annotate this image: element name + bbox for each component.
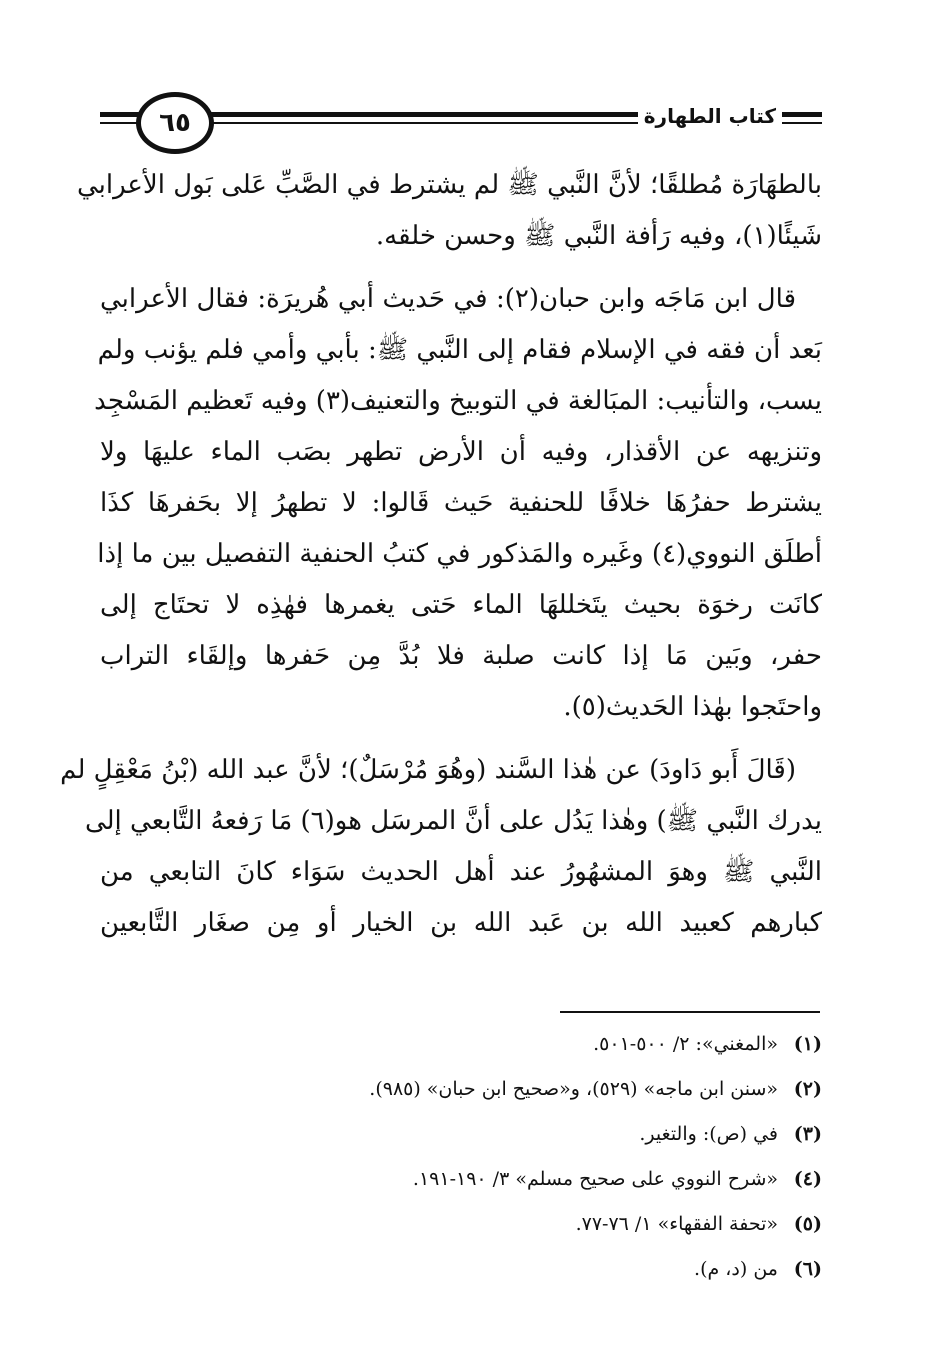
footnote-number: (٢)	[793, 1078, 822, 1100]
text-line: كانَت رخوَة بحيث يتَخللهَا الماء حَتى يغمرها فهٰذِه لا تحتَاج إلى	[100, 590, 822, 620]
footnote-item	[122, 1022, 822, 1067]
footnote-number: (١)	[793, 1033, 822, 1055]
text-line: يسب، والتأنيب: المبَالغة في التوبيخ والتعنيف(٣) وفيه تَعظيم المَسْجِد	[94, 386, 822, 416]
text-line: قال ابن مَاجَه وابن حبان(٢): في حَديث أبي هُريرَة: فقال الأعرابي	[100, 284, 796, 314]
running-title: كتاب الطهارة	[638, 102, 782, 130]
footnote-item	[122, 1247, 822, 1292]
page-number: ٦٥	[136, 92, 214, 154]
footnote-number: (٣)	[793, 1123, 822, 1145]
footnote-separator	[560, 1011, 820, 1013]
footnote-number: (٤)	[793, 1168, 822, 1190]
footnote-item	[122, 1202, 822, 1247]
footnote-item	[122, 1157, 822, 1202]
text-line: واحتَجوا بهٰذا الحَديث(٥).	[563, 692, 822, 722]
text-line: (قَالَ أَبو دَاودَ) عن هٰذا السَّند (وهُوَ مُرْسَلٌ)؛ لأنَّ عبد الله (بْنُ مَعْقِلٍ لم	[60, 755, 796, 785]
footnote-number: (٦)	[793, 1258, 822, 1280]
text-line: شَيئًا(١)، وفيه رَأفة النَّبي ﷺ وحسن خلقه.	[375, 221, 822, 251]
text-line: أطلَق النووي(٤) وغَيره والمَذكور في كتبُ الحنفية التفصيل بين ما إذا	[97, 539, 822, 569]
footnotes	[122, 1022, 822, 1292]
text-line: بَعد أن فقه في الإسلام فقام إلى النَّبي ﷺ: بأبي وأمي فلم يؤنب ولم	[97, 335, 822, 365]
text-line: كبارهم كعبيد الله بن عَبد الله بن الخيار أو مِن صغَار التَّابعين	[100, 908, 822, 938]
text-line: حفر، وبَين مَا إذا كانت صلبة فلا بُدَّ مِن حَفرها وإلقَاء التراب	[100, 641, 822, 671]
text-line: وتنزيهه عن الأقذار، وفيه أن الأرض تطهر بصَب الماء عليهَا ولا	[100, 437, 822, 467]
footnote-number: (٥)	[793, 1213, 822, 1235]
footnote-item	[122, 1067, 822, 1112]
footnote-text: في (ص): والتغير.	[639, 1123, 778, 1145]
paragraph-3	[60, 745, 822, 949]
paragraph-1	[76, 160, 822, 262]
text-line: بالطهَارَة مُطلقًا؛ لأنَّ النَّبي ﷺ لم يشترط في الصَّبِّ عَلى بَول الأعرابي	[76, 170, 822, 200]
footnote-text: من (د، م).	[694, 1258, 778, 1280]
footnote-text: «تحفة الفقهاء» ١/ ٧٦-٧٧.	[575, 1213, 778, 1235]
footnote-text: «المغني»: ٢/ ٥٠٠-٥٠١.	[593, 1033, 778, 1055]
main-text	[60, 160, 822, 949]
footnote-text: «سنن ابن ماجه» (٥٢٩)، و«صحيح ابن حبان» (٩٨٥).	[369, 1078, 778, 1100]
page-header	[100, 92, 822, 156]
text-line: يدرك النَّبي ﷺ) وهٰذا يَدُل على أنَّ المرسَل هو(٦) مَا رَفعهُ التَّابعي إلى	[84, 806, 822, 836]
text-line: يشترط حفرُهَا خلافًا للحنفية حَيث قَالوا: لا تطهرُ إلا بحَفرهَا كذَا	[100, 488, 822, 518]
footnote-text: «شرح النووي على صحيح مسلم» ٣/ ١٩٠-١٩١.	[412, 1168, 778, 1190]
text-line: النَّبي ﷺ وهوَ المشهُورُ عند أهل الحديث سَوَاء كانَ التابعي من	[100, 857, 822, 887]
paragraph-2	[94, 274, 822, 733]
footnote-item	[122, 1112, 822, 1157]
